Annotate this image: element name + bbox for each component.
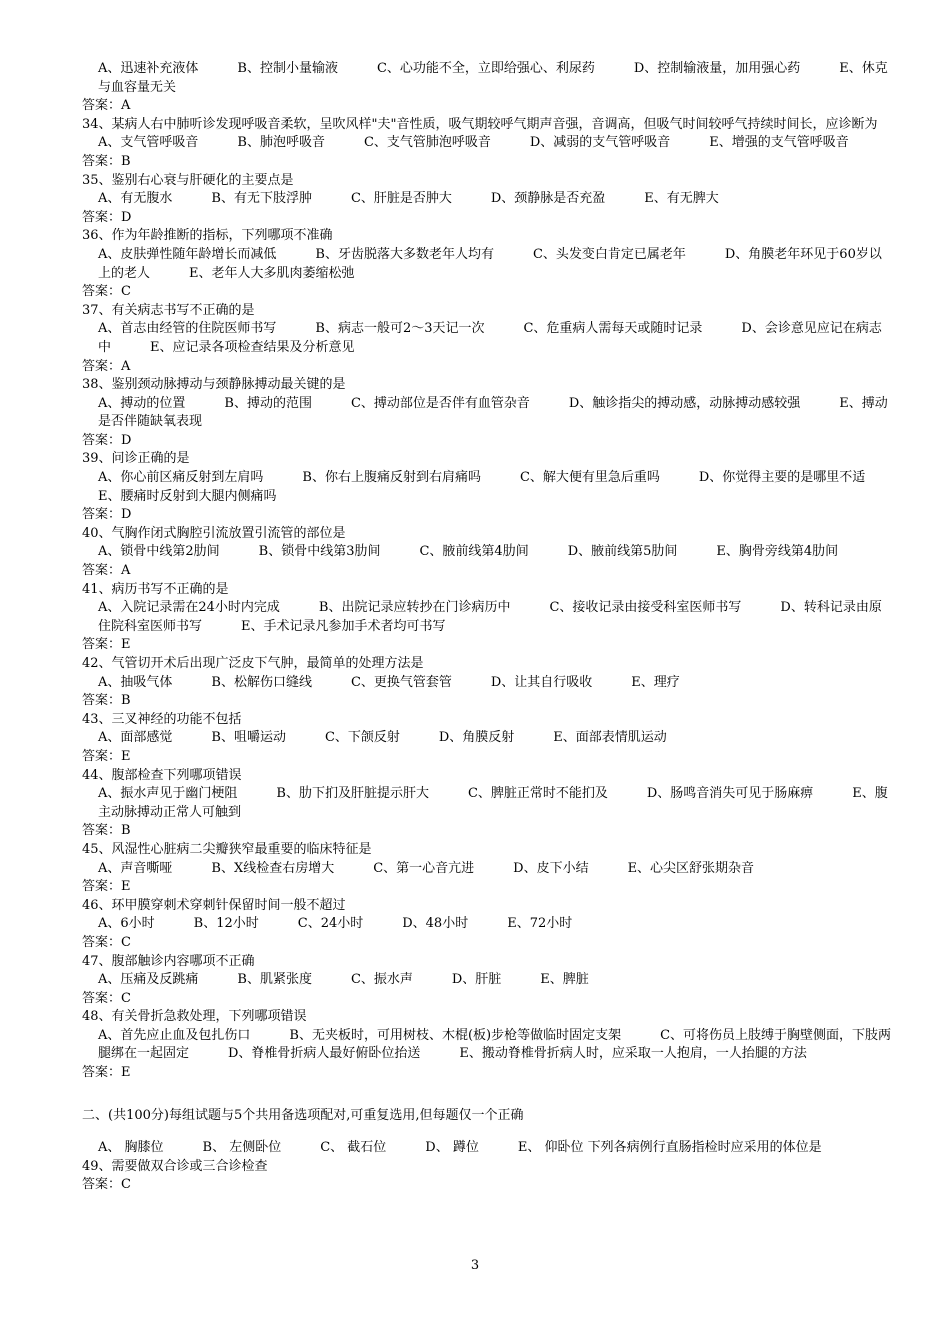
question-answer: 答案：B [82, 823, 131, 839]
question-options: A、有无腹水 B、有无下肢浮肿 C、肝脏是否肿大 D、颈静脉是否充盈 E、有无脾大 [98, 191, 719, 207]
question-options: A、锁骨中线第2肋间 B、锁骨中线第3肋间 C、腋前线第4肋间 D、腋前线第5肋间 E、胸骨旁线第4肋间 [98, 544, 839, 560]
question-options: A、支气管呼吸音 B、肺泡呼吸音 C、支气管肺泡呼吸音 D、减弱的支气管呼吸音 E、增强的支气管呼吸音 [98, 135, 849, 151]
question-33-answer: 答案：A [82, 98, 131, 114]
question-answer: 答案：C [82, 990, 131, 1006]
question-options: A、首先应止血及包扎伤口 B、无夹板时，可用树枝、木棍(板)步枪等做临时固定支架 C、可将伤员上肢缚于胸壁侧面，下肢两腿绑在一起固定 D、脊椎骨折病人最好俯卧位抬送 E、搬动脊椎骨折病人时，应采取一人抱肩，一人抬腿的方法 [98, 1027, 892, 1062]
question-answer: 答案：B [82, 153, 131, 169]
question-answer: 答案：E [82, 879, 131, 895]
question-answer: 答案：E [82, 637, 131, 653]
section-gap [82, 1083, 894, 1101]
page-number: 3 [470, 1258, 480, 1273]
question-answer: 答案：A [82, 563, 131, 579]
question-options: A、压痛及反跳痛 B、肌紧张度 C、振水声 D、肝脏 E、脾脏 [98, 972, 589, 988]
question-stem: 46、环甲膜穿刺术穿刺针保留时间一般不超过 [82, 897, 346, 913]
question-answer: 答案：D [82, 209, 132, 225]
question-options: A、你心前区痛反射到左肩吗 B、你右上腹痛反射到右肩痛吗 C、解大便有里急后重吗 D、你觉得主要的是哪里不适 E、腰痛时反射到大腿内侧痛吗 [98, 470, 905, 504]
question-options: A、首志由经管的住院医师书写 B、病志一般可2～3天记一次 C、危重病人需每天或随时记录 D、会诊意见应记在病志中 E、应记录各项检查结果及分析意见 [98, 321, 882, 355]
question-stem: 34、某病人右中肺听诊发现呼吸音柔软，呈吹风样"夫"音性质，吸气期较呼气期声音强，音调高，但吸气时间较呼气持续时间长，应诊断为 [82, 116, 878, 132]
question-stem: 48、有关骨折急救处理，下列哪项错误 [82, 1009, 307, 1025]
question-options: A、6小时 B、12小时 C、24小时 D、48小时 E、72小时 [98, 916, 573, 932]
question-stem: 39、问诊正确的是 [82, 451, 190, 467]
question-stem: 37、有关病志书写不正确的是 [82, 302, 255, 318]
question-answer: 答案：C [82, 284, 131, 300]
question-answer: 答案：E [82, 748, 131, 764]
question-stem: 47、腹部触诊内容哪项不正确 [82, 953, 255, 969]
section-2-heading: 二、(共100分)每组试题与5个共用备选项配对,可重复选用,但每题仅一个正确 [82, 1107, 524, 1123]
question-stem: 41、病历书写不正确的是 [82, 581, 229, 597]
question-stem: 38、鉴别颈动脉搏动与颈静脉搏动最关键的是 [82, 377, 346, 393]
question-49-stem: 49、需要做双合诊或三合诊检查 [82, 1158, 268, 1174]
question-stem: 43、三叉神经的功能不包括 [82, 711, 242, 727]
questions-container [82, 116, 905, 1083]
question-options: A、入院记录需在24小时内完成 B、出院记录应转抄在门诊病历中 C、接收记录由接受科室医师书写 D、转科记录由原住院科室医师书写 E、手术记录凡参加手术者均可书写 [98, 600, 882, 634]
question-options: A、皮肤弹性随年龄增长而减低 B、牙齿脱落大多数老年人均有 C、头发变白肯定已属老年 D、角膜老年环见于60岁以上的老人 E、老年人大多肌肉萎缩松弛 [98, 246, 882, 281]
question-33-options: A、迅速补充液体 B、控制小量输液 C、心功能不全，立即给强心、利尿药 D、控制输液量，加用强心药 E、休克与血容量无关 [98, 61, 888, 95]
question-options: A、声音嘶哑 B、X线检查右房增大 C、第一心音亢进 D、皮下小结 E、心尖区舒张期杂音 [98, 860, 755, 876]
question-options: A、振水声见于幽门梗阻 B、肋下扪及肝脏提示肝大 C、脾脏正常时不能扪及 D、肠鸣音消失可见于肠麻痹 E、腹主动脉搏动正常人可触到 [98, 786, 888, 820]
question-options: A、面部感觉 B、咀嚼运动 C、下颌反射 D、角膜反射 E、面部表情肌运动 [98, 730, 667, 746]
question-answer: 答案：D [82, 432, 132, 448]
question-stem: 45、风湿性心脏病二尖瓣狭窄最重要的临床特征是 [82, 841, 372, 857]
question-options: A、搏动的位置 B、搏动的范围 C、搏动部位是否伴有血管杂音 D、触诊指尖的搏动感，动脉搏动感较强 E、搏动是否伴随缺氧表现 [98, 395, 888, 430]
question-49-answer: 答案：C [82, 1177, 131, 1193]
question-answer: 答案：C [82, 934, 131, 950]
question-stem: 36、作为年龄推断的指标，下列哪项不准确 [82, 228, 333, 244]
question-stem: 35、鉴别右心衰与肝硬化的主要点是 [82, 172, 294, 188]
question-list [82, 60, 905, 1195]
question-stem: 42、气管切开术后出现广泛皮下气肿，最简单的处理方法是 [82, 656, 424, 671]
section-2-shared-options: A、 胸膝位 B、 左侧卧位 C、 截石位 D、 蹲位 E、 仰卧位 下列各病例行直肠指检时应采用的体位是 [98, 1140, 822, 1156]
question-stem: 40、气胸作闭式胸腔引流放置引流管的部位是 [82, 525, 346, 541]
question-answer: 答案：B [82, 693, 131, 709]
section-gap [82, 1125, 894, 1139]
question-options: A、抽吸气体 B、松解伤口缝线 C、更换气管套管 D、让其自行吸收 E、理疗 [98, 674, 680, 690]
question-answer: 答案：A [82, 358, 131, 374]
question-answer: 答案：E [82, 1065, 131, 1081]
question-answer: 答案：D [82, 507, 132, 523]
question-stem: 44、腹部检查下列哪项错误 [82, 767, 242, 783]
